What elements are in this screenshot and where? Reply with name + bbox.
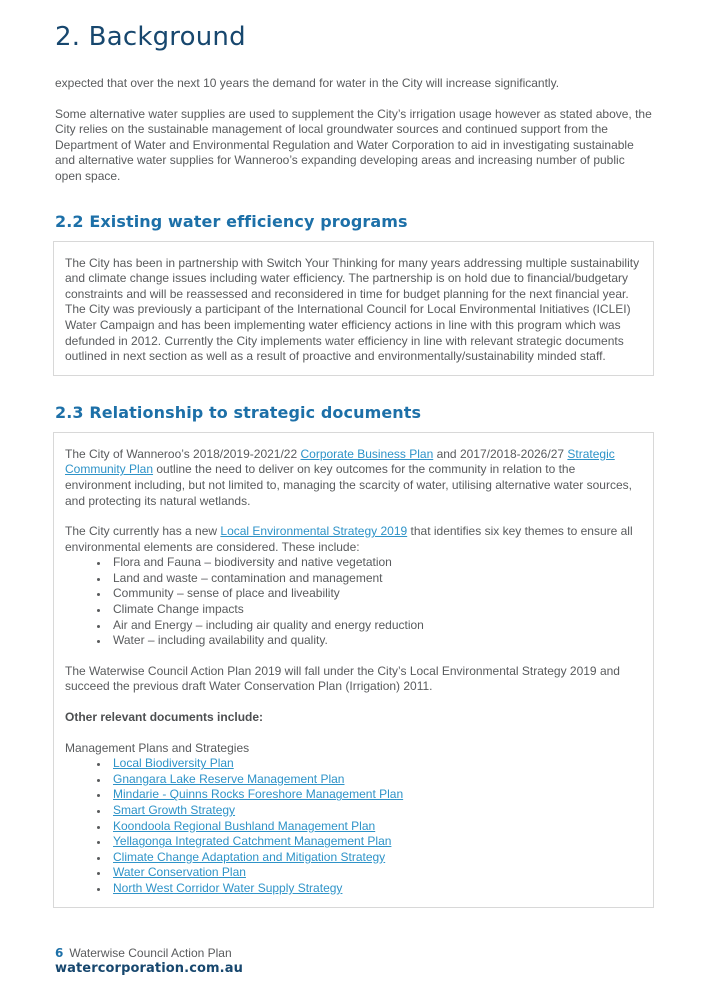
section-2-3-box [53, 432, 654, 908]
page-number: 6 [55, 946, 64, 960]
theme-list-item: • Flora and Fauna – biodiversity and native vegetation [109, 555, 642, 571]
paragraph-text: that identifies six key themes to ensure all environmental elements are considered. These include: [65, 524, 633, 554]
document-link[interactable]: Climate Change Adaptation and Mitigation Strategy [113, 849, 386, 864]
strategic-docs-paragraph-2 [65, 524, 642, 555]
paragraph-text: The City of Wanneroo’s 2018/2019-2021/22 [65, 446, 301, 461]
document-link-item [109, 865, 642, 881]
page-footer [55, 945, 243, 977]
theme-list-item: • Climate Change impacts [109, 602, 642, 618]
document-link-item [109, 756, 642, 772]
footer-doc-title: Waterwise Council Action Plan [69, 946, 232, 960]
paragraph-text: The City currently has a new [65, 524, 221, 539]
document-link[interactable]: Yellagonga Integrated Catchment Management Plan [113, 834, 392, 849]
page-title: 2. Background [55, 22, 246, 52]
theme-list-item: • Water – including availability and quality. [109, 633, 642, 649]
strategic-docs-paragraph-3: The Waterwise Council Action Plan 2019 will fall under the City’s Local Environmental Strategy 2019 and succeed the previous draft Water Conservation Plan (Irrigation) 2011. [65, 663, 620, 694]
document-link-item [109, 819, 642, 835]
document-link[interactable]: Koondoola Regional Bushland Management Plan [113, 818, 376, 833]
document-link-item [109, 881, 642, 897]
intro-paragraph-1: expected that over the next 10 years the demand for water in the City will increase significantly. [55, 76, 560, 90]
document-link-item [109, 850, 642, 866]
local-environmental-strategy-link[interactable]: Local Environmental Strategy 2019 [220, 524, 408, 539]
section-2-2-heading: 2.2 Existing water efficiency programs [55, 211, 408, 231]
document-link[interactable]: Local Biodiversity Plan [113, 756, 234, 771]
section-2-3-heading: 2.3 Relationship to strategic documents [55, 402, 422, 422]
document-link-item [109, 834, 642, 850]
footer-website: watercorporation.com.au [55, 961, 243, 976]
themes-list [65, 555, 642, 649]
intro-paragraph-2: Some alternative water supplies are used to supplement the City’s irrigation usage however as stated above, the City relies on the sustainable management of local groundwater sources and continued support from the Department of Water and Environmental Regulation and Water Corporation to aid in investigating sustainable and alternative water supplies for Wanneroo’s expanding developing areas and increasing number of public open space. [55, 106, 652, 183]
theme-list-item: • Community – sense of place and liveability [109, 586, 642, 602]
document-link[interactable]: Gnangara Lake Reserve Management Plan [113, 771, 345, 786]
management-plans-list [65, 756, 642, 896]
corporate-business-plan-link[interactable]: Corporate Business Plan [300, 446, 434, 461]
strategic-docs-paragraph-1 [65, 447, 642, 509]
other-documents-heading: Other relevant documents include: [65, 710, 264, 725]
document-link[interactable]: Mindarie - Quinns Rocks Foreshore Management Plan [113, 787, 404, 802]
paragraph-text: and 2017/2018-2026/27 [433, 446, 568, 461]
section-2-2-body: The City has been in partnership with Switch Your Thinking for many years addressing multiple sustainability and climate change issues including water efficiency. The partnership is on hold due to financial/budgetary constraints and will be reassessed and reconsidered in time for budget planning for the next financial year. The City was previously a participant of the International Council for Local Environmental Initiatives (ICLEI) Water Campaign and has been implementing water efficiency actions in line with this program which was defunded in 2012. Currently the City implements water efficiency in line with relevant strategic documents outlined in next section as well as a result of proactive and environmentally/sustainability minded staff. [65, 255, 640, 364]
document-link[interactable]: Water Conservation Plan [113, 865, 246, 880]
strategic-community-plan-link[interactable]: Strategic Community Plan [65, 446, 615, 477]
theme-list-item: • Air and Energy – including air quality and energy reduction [109, 618, 642, 634]
paragraph-text: outline the need to deliver on key outcomes for the community in relation to the environment including, but not limited to, managing the scarcity of water, utilising alternative water sources, and protecting its natural wetlands. [65, 462, 632, 508]
theme-list-item: • Land and waste – contamination and management [109, 571, 642, 587]
document-link-item [109, 787, 642, 803]
footer-page-line [55, 945, 243, 961]
section-2-2-box [53, 241, 654, 376]
document-link[interactable]: Smart Growth Strategy [113, 803, 236, 817]
document-link-item [109, 772, 642, 788]
document-link-item [109, 803, 642, 819]
document-link[interactable]: North West Corridor Water Supply Strategy [113, 880, 343, 895]
management-plans-label: Management Plans and Strategies [65, 740, 250, 755]
